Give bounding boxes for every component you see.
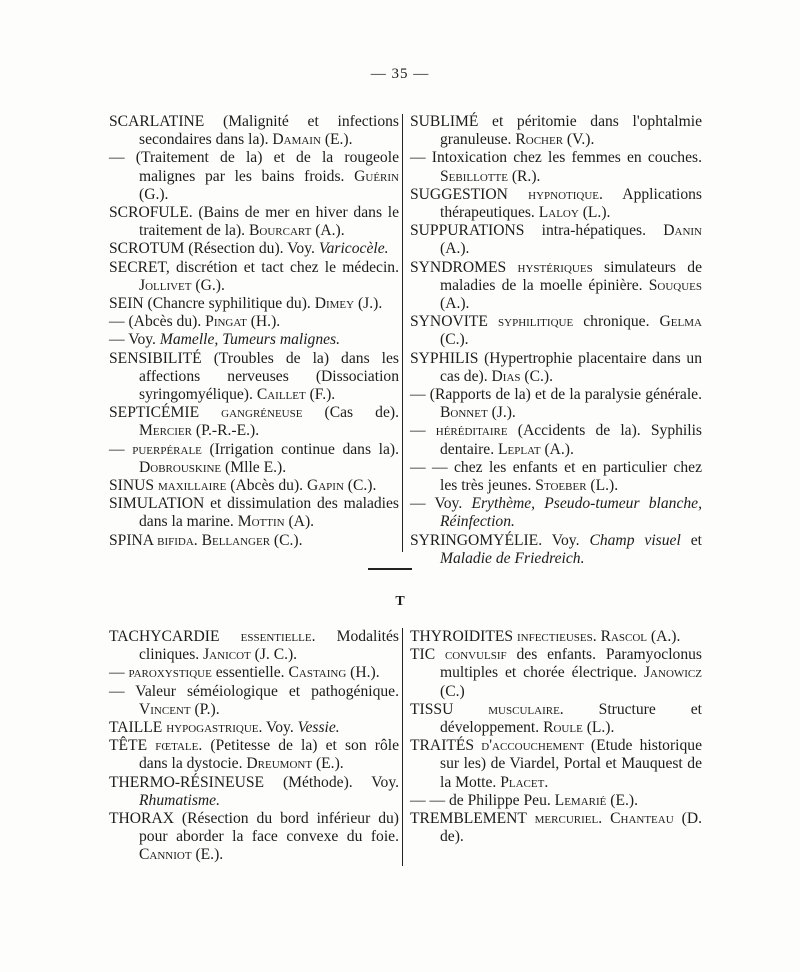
author-name: Lemarié — [554, 791, 607, 809]
entry-text: (J.). — [487, 404, 516, 422]
column-t-right — [410, 628, 702, 846]
index-entry — [109, 628, 399, 664]
entry-text: TÊTE — [109, 737, 156, 755]
author-name: Janicot — [203, 646, 251, 664]
entry-text: (A.). — [540, 440, 574, 458]
entry-text: simulateurs de maladies de la moelle épinière. — [440, 258, 702, 294]
index-entry — [109, 810, 399, 865]
author-name: hypogastrique — [166, 719, 259, 737]
index-entry — [410, 792, 702, 810]
entry-text: (J. C.). — [250, 646, 298, 664]
index-entry — [109, 404, 399, 440]
entry-text: — — [109, 440, 133, 458]
entry-text: (V.). — [563, 131, 595, 149]
entry-text: — — [410, 422, 436, 440]
entry-text: TISSU — [410, 700, 489, 718]
entry-text: (A.). — [647, 628, 681, 645]
entry-text: (E.). — [606, 791, 638, 809]
entry-text: TRAITÉS — [410, 737, 482, 755]
entry-text: . Modalités cliniques. — [139, 628, 399, 664]
index-entry — [410, 149, 702, 185]
index-entry — [109, 204, 399, 240]
entry-text: SENSIBILITÉ (Troubles de la) dans les affections nerveuses (Dissociation syringomyélique). — [109, 349, 399, 404]
index-entry — [410, 259, 702, 314]
entry-text: . Structure et développement. — [440, 700, 702, 737]
column-divider — [402, 628, 403, 866]
entry-text: — (Abcès du). — [109, 313, 206, 331]
entry-text: . — [598, 810, 611, 828]
author-name: Placet — [500, 773, 545, 791]
entry-text: (A). — [284, 513, 315, 531]
entry-text: SYPHILIS (Hypertrophie placentaire dans un cas de). — [410, 349, 702, 385]
author-name: Sebillotte — [440, 167, 508, 185]
author-name: Bonnet — [440, 404, 488, 422]
cross-reference: Champ visuel — [589, 531, 681, 549]
entry-text: SECRET, discrétion et tact chez le médecin. — [109, 258, 399, 276]
author-name: Guérin — [354, 167, 399, 185]
entry-text: (Irrigation continue dans la). — [201, 440, 399, 458]
entry-text: . — [544, 773, 549, 791]
author-name: Dobrouskine — [139, 458, 222, 476]
author-name: d'accouchement — [481, 737, 584, 755]
entry-text: SUPPURATIONS intra-hépatiques. — [410, 222, 664, 240]
entry-text: — — chez les enfants et en particulier chez les très jeunes. — [410, 458, 702, 495]
column-s-left — [109, 113, 399, 550]
column-t-left — [109, 628, 399, 865]
entry-text: (J.). — [354, 295, 383, 313]
entry-text: SYRINGOMYÉLIE. Voy. — [410, 531, 590, 549]
author-name: maxillaire — [157, 477, 227, 495]
cross-reference: Erythème, Pseudo-tumeur blanche, Réinfection. — [440, 495, 703, 531]
entry-text: SPINA — [109, 531, 158, 549]
index-entry — [109, 441, 399, 477]
entry-text: essentielle. — [211, 664, 289, 682]
index-entry — [410, 386, 702, 422]
entry-text: — Valeur séméiologique et pathogénique. — [109, 682, 399, 700]
entry-text: (E.). — [191, 846, 224, 864]
entry-text: (A.). — [440, 240, 470, 258]
entry-text: (D. de). — [440, 810, 703, 846]
entry-text: SIMULATION et dissimulation des maladies dans la marine. — [109, 495, 399, 531]
index-entry — [410, 113, 702, 149]
entry-text: (R.). — [507, 167, 541, 185]
cross-reference: Varicocèle. — [318, 240, 389, 258]
entry-text: (E.). — [320, 131, 353, 149]
entry-text: SCROFULE. (Bains de mer en hiver dans le traitement de la). — [109, 204, 399, 240]
entry-text: (L.). — [582, 719, 615, 737]
index-entry — [410, 737, 702, 792]
index-entry — [410, 495, 702, 531]
section-rule — [368, 568, 412, 570]
index-entry — [410, 350, 702, 386]
index-entry — [109, 495, 399, 531]
column-s-right — [410, 113, 702, 568]
index-entry — [109, 313, 399, 331]
entry-text: — Voy. — [109, 331, 160, 349]
entry-text: TAILLE — [109, 719, 167, 737]
index-entry — [410, 222, 702, 258]
author-name: bifida — [157, 531, 194, 549]
author-name: Dimey — [314, 295, 355, 313]
author-name: Rocher — [515, 131, 564, 149]
entry-text: — Intoxication chez les femmes en couches. — [410, 149, 702, 167]
entry-text: (H.). — [346, 664, 380, 682]
index-entry — [410, 628, 702, 646]
author-name: hypnotique — [528, 185, 600, 203]
entry-text: chronique. — [573, 313, 660, 331]
author-name: Vincent — [139, 700, 191, 718]
author-name: héréditaire — [435, 422, 508, 440]
index-entry — [109, 240, 399, 258]
author-name: Dreumont — [246, 755, 313, 773]
entry-text: SCROTUM (Résection du). Voy. — [109, 240, 319, 258]
cross-reference: Vessie. — [297, 719, 340, 737]
cross-reference: Mamelle, Tumeurs malignes. — [159, 331, 341, 349]
author-name: convulsif — [444, 646, 507, 664]
entry-text: TACHYCARDIE — [109, 628, 241, 645]
author-name: Canniot — [139, 846, 192, 864]
entry-text: — Voy. — [410, 495, 472, 513]
entry-text: SUGGESTION — [410, 185, 529, 203]
author-name: Souques — [648, 276, 702, 294]
author-name: Danin — [663, 222, 702, 240]
entry-text: SUBLIMÉ et péritomie dans l'ophtalmie granuleuse. — [410, 113, 702, 149]
cross-reference: Maladie de Friedreich. — [440, 549, 585, 567]
author-name: Leplat — [498, 440, 541, 458]
author-name: Pingat — [205, 313, 247, 331]
entry-text: (A.). — [440, 295, 470, 313]
author-name: Stoeber — [535, 477, 587, 495]
index-entry — [109, 331, 399, 349]
column-divider — [402, 114, 403, 552]
entry-text: (C.). — [440, 331, 469, 349]
entry-text: (Mlle E.). — [221, 458, 287, 476]
author-name: Castaing — [288, 664, 347, 682]
author-name: Bourcart — [248, 222, 312, 240]
entry-text: (Etude historique sur les) de Viardel, Portal et Mauquest de la Motte. — [440, 737, 702, 791]
index-entry — [109, 113, 399, 149]
entry-text: (P.-R.-E.). — [191, 422, 260, 440]
index-entry — [109, 259, 399, 295]
index-entry — [109, 683, 399, 719]
author-name: fœtale — [155, 737, 199, 755]
entry-text: . (Petitesse de la) et son rôle dans la dystocie. — [139, 737, 399, 773]
entry-text: THORAX (Résection du bord inférieur du) pour aborder la face convexe du foie. — [109, 810, 399, 846]
entry-text: et — [680, 531, 703, 549]
entry-text: (F.). — [305, 386, 336, 404]
entry-text: (C.). — [343, 477, 377, 495]
author-name: Chanteau — [610, 810, 674, 828]
entry-text: . — [592, 628, 601, 645]
entry-text: (H.). — [246, 313, 281, 331]
author-name: Caillet — [256, 386, 306, 404]
entry-text: (G.). — [191, 276, 225, 294]
entry-text: (Cas de). — [302, 404, 399, 422]
entry-text: . Applications thérapeutiques. — [440, 185, 702, 222]
index-entry — [109, 149, 399, 204]
index-entry — [410, 810, 702, 846]
entry-text: TIC — [410, 646, 445, 664]
entry-text: (P.). — [190, 700, 220, 718]
author-name: Mercier — [139, 422, 192, 440]
entry-text: — (Traitement de la) et de la rougeole malignes par les bains froids. — [109, 149, 399, 185]
author-name: Mottin — [237, 513, 285, 531]
entry-text: SEPTICÉMIE — [109, 404, 222, 422]
entry-text: SEIN (Chancre syphilitique du). — [109, 295, 315, 313]
entry-text: . Voy. — [258, 719, 298, 737]
author-name: paroxystique — [128, 664, 212, 682]
entry-text: THERMO-RÉSINEUSE (Méthode). Voy. — [109, 773, 399, 791]
author-name: hystériques — [517, 258, 593, 276]
author-name: mercuriel — [534, 810, 599, 828]
entry-text: (Abcès du). — [226, 477, 307, 495]
entry-text: TREMBLEMENT — [410, 810, 535, 828]
author-name: Laloy — [538, 204, 579, 222]
index-entry — [410, 532, 702, 568]
entry-text: SINUS — [109, 477, 158, 495]
index-entry — [410, 422, 702, 458]
author-name: puerpérale — [132, 440, 202, 458]
entry-text: . — [193, 531, 202, 549]
author-name: gangréneuse — [221, 404, 303, 422]
entry-text: (C.) — [440, 682, 465, 700]
index-entry — [109, 477, 399, 495]
entry-text: SCARLATINE (Malignité et infections secondaires dans la). — [109, 113, 399, 149]
entry-text: — — de Philippe Peu. — [410, 791, 555, 809]
entry-text: THYROIDITES — [410, 628, 517, 645]
page-number: — 35 — — [370, 66, 430, 82]
entry-text: (A.). — [311, 222, 345, 240]
entry-text: des enfants. Paramyoclonus multiples et chorée électrique. — [440, 646, 702, 682]
author-name: infectieuses — [516, 628, 593, 645]
author-name: musculaire — [488, 700, 560, 718]
cross-reference: Rhumatisme. — [139, 791, 220, 809]
author-name: Gelma — [659, 313, 702, 331]
entry-text: (L.). — [586, 477, 619, 495]
entry-text: (C.). — [270, 531, 303, 549]
author-name: Janowicz — [643, 664, 702, 682]
author-name: Damain — [272, 131, 321, 149]
entry-text: (Accidents de la). Syphilis dentaire. — [440, 422, 702, 458]
index-entry — [109, 295, 399, 313]
section-letter: T — [395, 594, 405, 609]
author-name: Dias — [491, 367, 521, 385]
author-name: essentielle — [240, 628, 312, 645]
author-name: Roule — [543, 719, 583, 737]
index-entry — [109, 737, 399, 773]
index-entry — [109, 350, 399, 405]
entry-text: (G.). — [139, 185, 169, 203]
index-entry — [410, 459, 702, 495]
index-entry — [109, 532, 399, 550]
entry-text: — (Rapports de la) et de la paralysie générale. — [410, 386, 702, 404]
entry-text: — — [109, 664, 129, 682]
index-entry — [109, 719, 399, 737]
index-entry — [410, 701, 702, 737]
author-name: syphilitique — [498, 313, 574, 331]
entry-text: SYNDROMES — [410, 258, 518, 276]
index-entry — [410, 646, 702, 701]
entry-text: (L.). — [578, 204, 611, 222]
entry-text: (C.). — [520, 367, 554, 385]
index-entry — [410, 313, 702, 349]
author-name: Bellanger — [201, 531, 271, 549]
author-name: Jollivet — [139, 276, 192, 294]
entry-text: SYNOVITE — [410, 313, 499, 331]
author-name: Gapin — [306, 477, 344, 495]
index-entry — [109, 774, 399, 810]
index-entry — [109, 664, 399, 682]
entry-text: (E.). — [312, 755, 344, 773]
author-name: Rascol — [600, 628, 648, 645]
index-entry — [410, 186, 702, 222]
